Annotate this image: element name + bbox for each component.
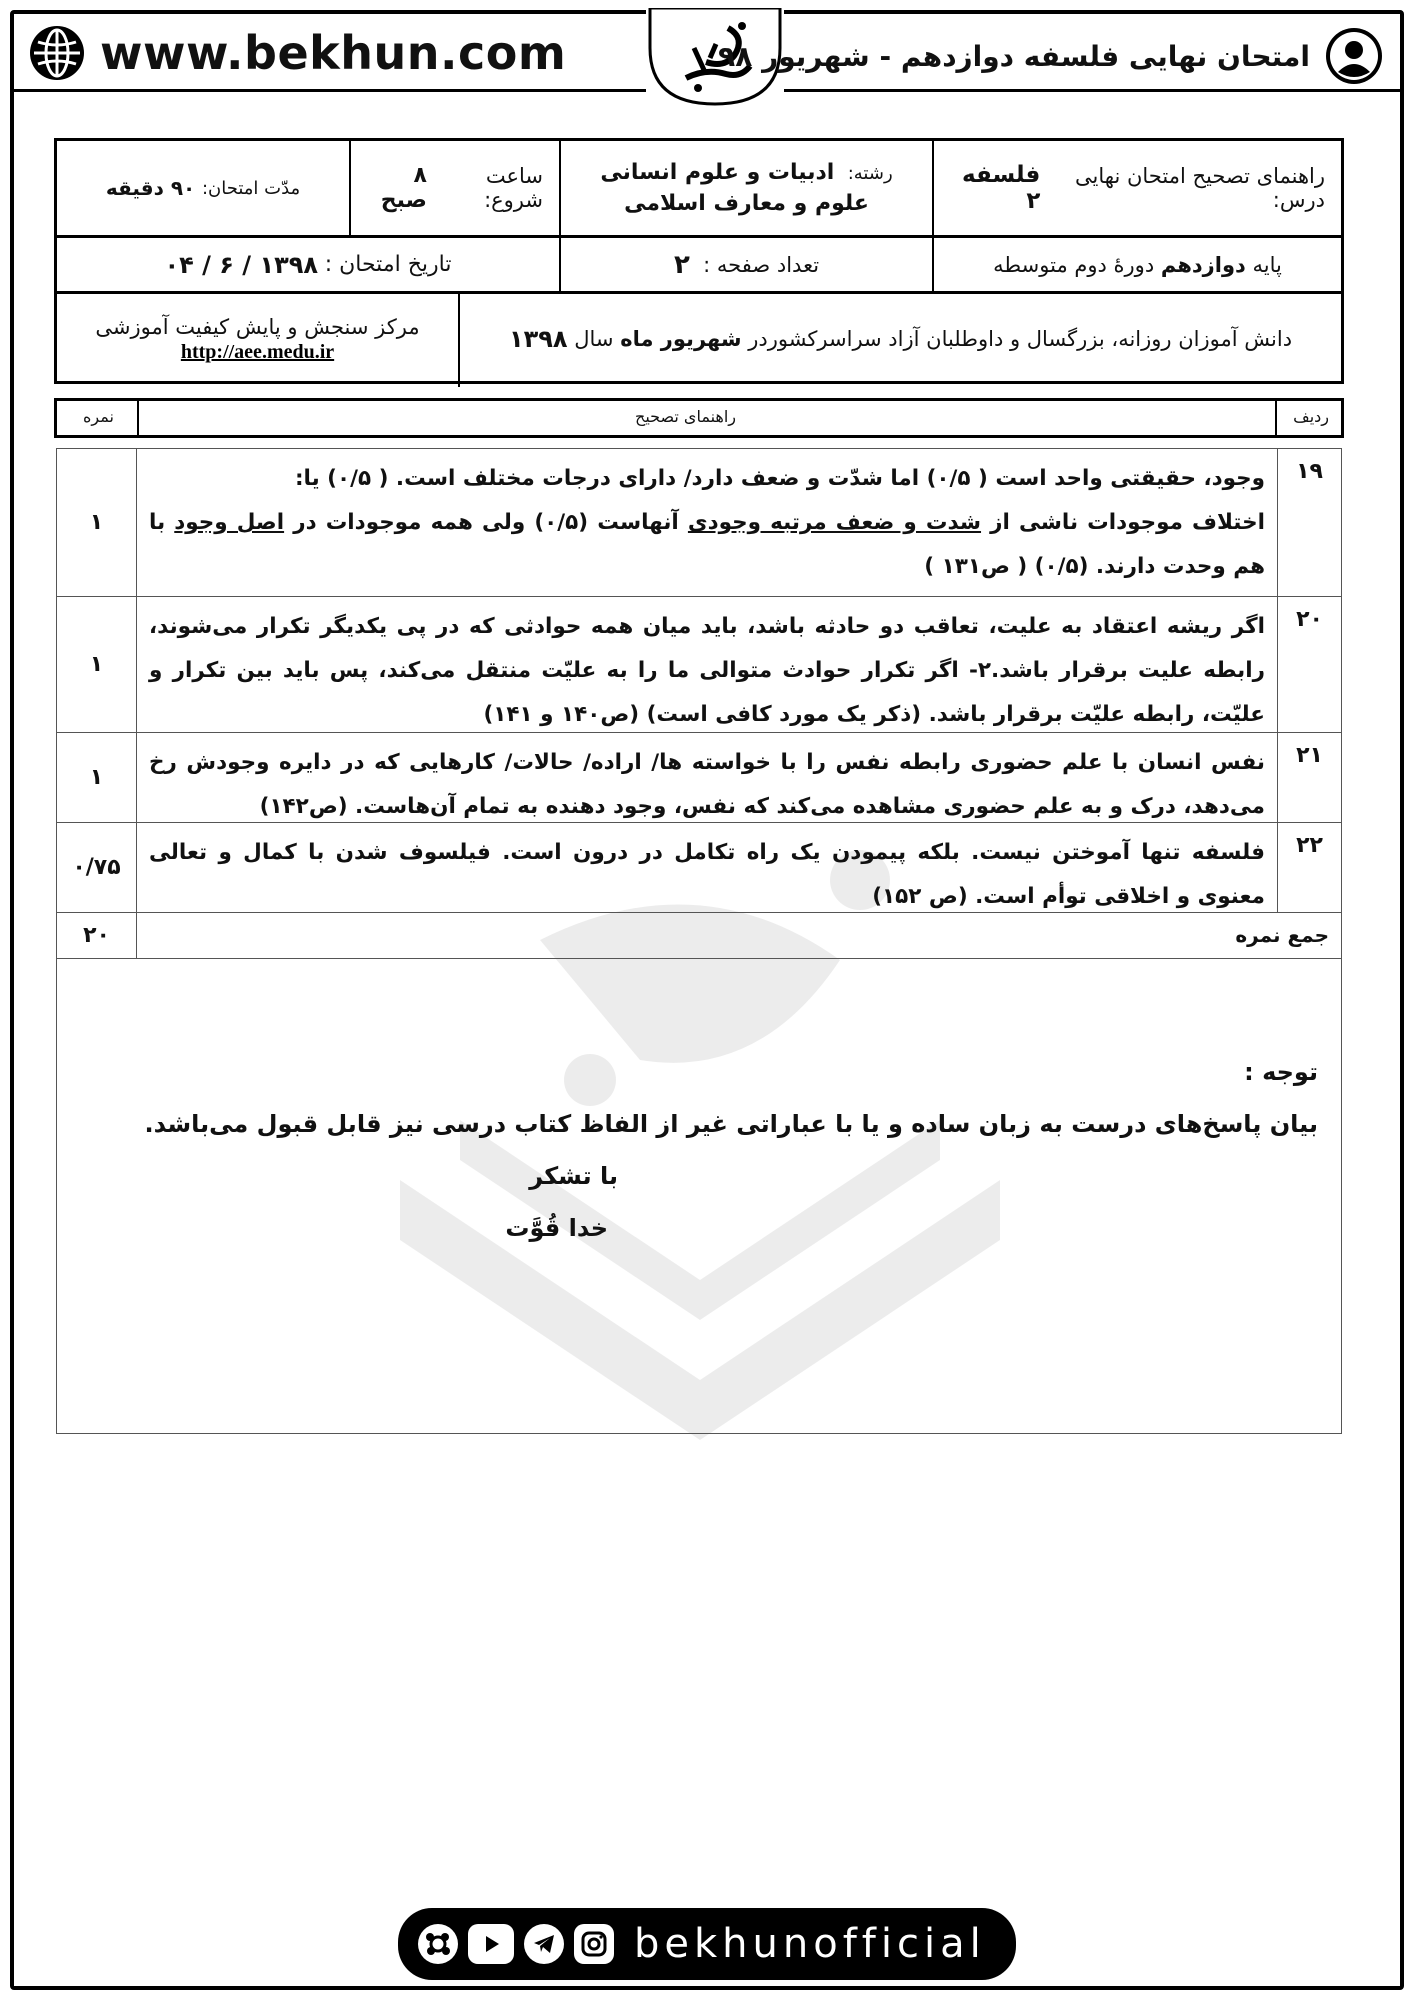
exam-info-table bbox=[54, 138, 1344, 384]
exam-month: شهریور ماه bbox=[620, 327, 742, 351]
answer-text bbox=[137, 449, 1277, 596]
date-cell bbox=[57, 238, 559, 291]
row-number: ۲۱ bbox=[1277, 733, 1341, 822]
pages-value: ۲ bbox=[673, 249, 690, 280]
note-thanks: با تشکر bbox=[529, 1162, 618, 1190]
field-label: رشته: bbox=[847, 163, 893, 184]
answer-text: اگر ریشه اعتقاد به علیت، تعاقب دو حادثه باشد، باید میان همه حوادثی که در پی یکدیگر تکرار می‌شوند، رابطه علیت برقرار باشد.۲- اگر تکرار حوادث متوالی ما را به علیّت منتقل می‌کند، پس باید بین تکرار و علیّت، رابطه علیّت برقرار باشد. (ذکر یک مورد کافی است) (ص۱۴۰ و ۱۴۱) bbox=[149, 614, 1266, 727]
field-line2: علوم و معارف اسلامی bbox=[624, 191, 869, 216]
note-bye: خدا قُوَّت bbox=[505, 1214, 608, 1242]
answer-segment: اختلاف موجودات ناشی از bbox=[990, 510, 1265, 535]
table-header bbox=[54, 398, 1344, 438]
site-link[interactable] bbox=[28, 24, 566, 82]
col-guide-header: راهنمای تصحیح bbox=[635, 407, 736, 426]
field-line1: ادبیات و علوم انسانی bbox=[600, 160, 835, 185]
year-label: سال bbox=[574, 327, 614, 351]
row-score: ۰/۷۵ bbox=[57, 823, 137, 912]
start-value: ۸ صبح bbox=[380, 163, 427, 213]
total-value: ۲۰ bbox=[57, 913, 137, 958]
course-cell bbox=[934, 141, 1341, 235]
col-score-header: نمره bbox=[83, 407, 114, 426]
note-title: توجه : bbox=[1244, 1058, 1318, 1086]
table-row bbox=[57, 597, 1341, 733]
table-row bbox=[57, 733, 1341, 823]
table-row bbox=[57, 449, 1341, 597]
answer-line: وجود، حقیقتی واحد است ( ۰/۵) اما شدّت و ضعف دارد/ دارای درجات مختلف است. ( ۰/۵) یا: bbox=[294, 466, 1265, 491]
students-text: دانش آموزان روزانه، بزرگسال و داوطلبان آزاد سراسرکشوردر bbox=[748, 327, 1293, 351]
field-cell bbox=[561, 141, 932, 235]
exam-title-text: امتحان نهایی فلسفه دوازدهم - شهریور ۹۸ bbox=[718, 39, 1310, 73]
total-row bbox=[57, 913, 1341, 959]
pages-cell bbox=[561, 238, 932, 291]
top-bar bbox=[14, 14, 1400, 92]
guide-label: راهنمای تصحیح امتحان نهایی درس: bbox=[1075, 164, 1325, 212]
user-circle-icon bbox=[1324, 26, 1384, 86]
underlined-term: اصل وجود bbox=[174, 510, 285, 535]
telegram-icon[interactable] bbox=[524, 1924, 564, 1964]
course-name: فلسفه ۲ bbox=[962, 162, 1041, 214]
duration-value: ۹۰ دقیقه bbox=[105, 176, 196, 200]
grade-cell bbox=[934, 238, 1341, 291]
social-footer[interactable] bbox=[398, 1908, 1016, 1980]
date-label: تاریخ امتحان : bbox=[324, 252, 452, 277]
start-time-cell bbox=[351, 141, 559, 235]
grade-bold: دوازدهم bbox=[1160, 252, 1246, 277]
answer-text: فلسفه تنها آموختن نیست. بلکه پیمودن یک راه تکامل در درون است. فیلسوف شدن با کمال و تعالی معنوی و اخلاقی توأم است. (ص ۱۵۲) bbox=[149, 840, 1265, 909]
globe-icon bbox=[28, 24, 86, 82]
answers-table bbox=[56, 448, 1342, 1434]
answer-segment: آنهاست (۰/۵) ولی همه موجودات در bbox=[293, 510, 679, 535]
center-cell bbox=[57, 294, 458, 384]
grade-prefix: پایه bbox=[1252, 252, 1282, 277]
col-row-header: ردیف bbox=[1293, 407, 1329, 426]
center-url-link[interactable]: http://aee.medu.ir bbox=[180, 340, 335, 363]
site-url: www.bekhun.com bbox=[100, 26, 567, 80]
answer-text: نفس انسان با علم حضوری رابطه نفس را با خواسته ها/ اراده/ حالات/ کارهایی که در دایره وجودش رخ می‌دهد، درک و به علم حضوری مشاهده می‌کند که نفس، وجود دهنده به تمام آن‌هاست. (ص۱۴۲) bbox=[149, 750, 1265, 819]
start-label: ساعت شروع: bbox=[484, 164, 543, 212]
note-body: بیان پاسخ‌های درست به زبان ساده و یا با عباراتی غیر از الفاظ کتاب درسی نیز قابل قبول می‌باشد. bbox=[144, 1110, 1318, 1138]
instagram-icon[interactable] bbox=[574, 1924, 614, 1964]
aparat-icon[interactable] bbox=[418, 1924, 458, 1964]
note-block bbox=[145, 1046, 1318, 1254]
underlined-term: شدت و ضعف مرتبه وجودی bbox=[687, 510, 982, 535]
answer-paragraph bbox=[149, 501, 1265, 589]
center-name: مرکز سنجش و پایش کیفیت آموزشی bbox=[95, 314, 420, 339]
students-cell bbox=[460, 294, 1341, 384]
answer-segment: با هم وحدت دارند. (۰/۵) ( ص۱۳۱ ) bbox=[149, 510, 1265, 579]
row-score: ۱ bbox=[57, 733, 137, 822]
social-handle: bekhunofficial bbox=[634, 1921, 986, 1967]
row-number: ۲۰ bbox=[1277, 597, 1341, 732]
row-score: ۱ bbox=[57, 597, 137, 732]
row-number: ۲۲ bbox=[1277, 823, 1341, 912]
date-value: ۱۳۹۸ / ۶ / ۰۴ bbox=[164, 250, 319, 279]
row-number: ۱۹ bbox=[1277, 449, 1341, 596]
row-score: ۱ bbox=[57, 449, 137, 596]
exam-title bbox=[718, 26, 1384, 86]
youtube-icon[interactable] bbox=[468, 1924, 514, 1964]
total-label: جمع نمره bbox=[1235, 923, 1329, 947]
table-row bbox=[57, 823, 1341, 913]
pages-label: تعداد صفحه : bbox=[703, 252, 820, 277]
grade-suffix: دورهٔ دوم متوسطه bbox=[993, 252, 1155, 277]
exam-year: ۱۳۹۸ bbox=[508, 325, 568, 353]
duration-label: مدّت امتحان: bbox=[201, 177, 301, 199]
duration-cell bbox=[57, 141, 349, 235]
